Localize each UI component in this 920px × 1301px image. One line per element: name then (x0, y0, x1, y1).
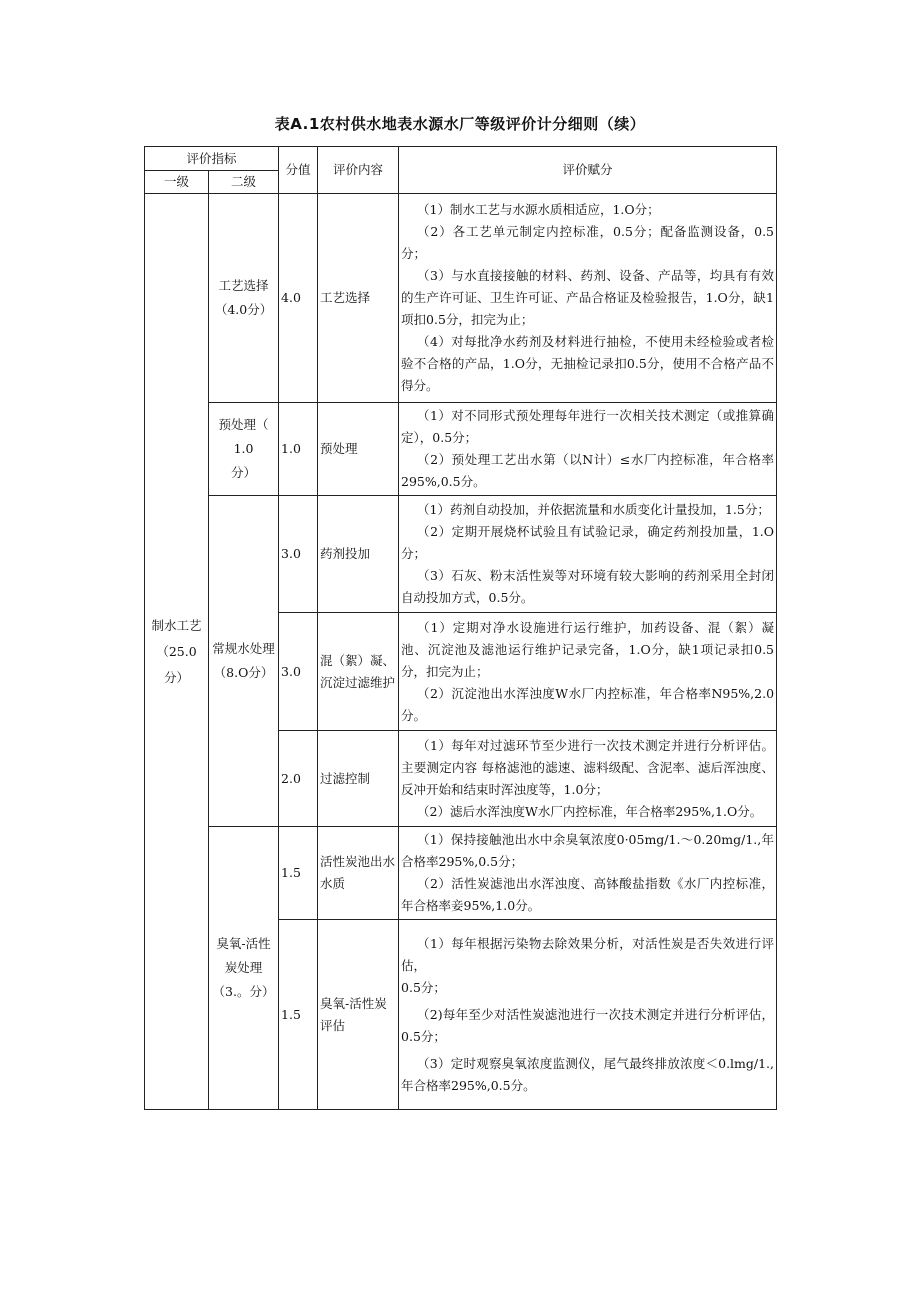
row-detail (399, 613, 777, 731)
group-points: （3.。分） (212, 984, 275, 999)
detail-item: （1）药剂自动投加，并依据流量和水质变化计量投加，1.5分； (417, 502, 770, 517)
header-content: 评价内容 (318, 147, 399, 194)
detail-item: （1）制水工艺与水源水质相适应，1.O分； (417, 202, 660, 217)
row-detail (399, 194, 777, 403)
group-conventional-treatment (209, 496, 279, 827)
row-content: 活性炭池出水水质 (318, 827, 399, 920)
detail-item: （3）定时观察臭氧浓度监测仪，尾气最终排放浓度＜0.lmg/1.,年合格率295%,0.5分。 (401, 1055, 775, 1093)
detail-item: （1）定期对净水设施进行运行维护，加药设备、混（絮）凝池、沉淀池及滤池运行维护记录完备，1.O分，缺1项记录扣0.5分，扣完为止； (401, 619, 775, 679)
row-content: 药剂投加 (318, 496, 399, 613)
row-score: 4.0 (279, 194, 318, 403)
detail-item: （1）保持接触池出水中余臭氧浓度0·05mg/1.～0.20mg/1.,年合格率295%,0.5分； (401, 832, 775, 869)
level1-points-close: 分） (163, 669, 189, 685)
row-detail (399, 496, 777, 613)
group-points: （8.O分） (213, 665, 274, 680)
group-points: （4.0分） (214, 302, 273, 317)
scoring-table (144, 146, 777, 1110)
detail-item: （2）沉淀池出水浑浊度W水厂内控标准，年合格率N95%,2.0分。 (401, 685, 775, 723)
row-detail (399, 403, 777, 496)
detail-item: （2）定期开展烧杯试验且有试验记录，确定药剂投加量，1.O分； (401, 524, 775, 561)
detail-item: （4）对每批净水药剂及材料进行抽检，不使用未经检验或者检验不合格的产品，1.O分，无抽检记录扣0.5分，使用不合格产品不得分。 (401, 334, 775, 393)
row-score: 3.0 (279, 613, 318, 731)
header-level1: 一级 (145, 171, 209, 194)
row-detail (399, 827, 777, 920)
table-title: 表A.1农村供水地表水源水厂等级评价计分细则（续） (274, 115, 646, 133)
row-content: 臭氧-活性炭评估 (318, 920, 399, 1110)
row-detail (399, 920, 777, 1110)
detail-item: （3）与水直接接触的材料、药剂、设备、产品等，均具有有效的生产许可证、卫生许可证、产品合格证及检验报告，1.O分，缺1项扣0.5分，扣完为止； (401, 268, 775, 327)
group-name: 臭氧-活性 (216, 936, 271, 951)
group-points-close: 分） (231, 465, 257, 480)
detail-item: （2）活性炭滤池出水浑浊度、高钵酸盐指数《水厂内控标准，年合格率妾95%,1.0分。 (401, 876, 775, 913)
group-pretreatment (209, 403, 279, 496)
detail-item: （2）预处理工艺出水第（以N计）≤水厂内控标准，年合格率295%,0.5分。 (401, 452, 775, 489)
row-detail (399, 731, 777, 827)
group-name: 常规水处理 (212, 641, 275, 656)
detail-item: （2)每年至少对活性炭滤池进行一次技术测定并进行分析评估，0.5分； (401, 1006, 775, 1044)
row-content: 过滤控制 (318, 731, 399, 827)
detail-item: （2）各工艺单元制定内控标准，0.5分；配备监测设备，0.5分； (401, 224, 775, 261)
row-score: 3.0 (279, 496, 318, 613)
row-score: 1.5 (279, 920, 318, 1110)
level1-cell (145, 194, 209, 1110)
row-score: 1.0 (279, 403, 318, 496)
row-content: 预处理 (318, 403, 399, 496)
detail-item: （3）石灰、粉末活性炭等对环境有较大影响的药剂采用全封闭自动投加方式，0.5分。 (401, 568, 775, 605)
group-points: 1.0 (233, 441, 254, 456)
header-rating: 评价赋分 (399, 147, 777, 194)
level1-points-open: （25.0 (156, 643, 197, 659)
detail-item: （1）每年根据污染物去除效果分析，对活性炭是否失效进行评估， (401, 935, 775, 973)
group-name: 工艺选择 (218, 278, 269, 293)
group-process-selection (209, 194, 279, 403)
header-score: 分值 (279, 147, 318, 194)
group-name-cont: 炭处理 (224, 960, 263, 975)
header-level2: 二级 (209, 171, 279, 194)
detail-item: （2）滤后水浑浊度W水厂内控标准，年合格率295%,1.O分。 (417, 803, 763, 819)
detail-item: 0.5分； (401, 979, 446, 995)
detail-item: （1）每年对过滤环节至少进行一次技术测定并进行分析评估。主要测定内容 每格滤池的滤速、滤料级配、含泥率、滤后浑浊度、反冲开始和结束时浑浊度等，1.0分； (401, 737, 775, 797)
group-ozone-carbon (209, 827, 279, 1110)
row-score: 2.0 (279, 731, 318, 827)
header-indicator: 评价指标 (145, 147, 279, 171)
row-score: 1.5 (279, 827, 318, 920)
group-name: 预处理（ (218, 417, 269, 432)
row-content: 工艺选择 (318, 194, 399, 403)
detail-item: （1）对不同形式预处理每年进行一次相关技术测定（或推算确定），0.5分； (401, 408, 775, 445)
level1-name: 制水工艺 (151, 617, 202, 633)
row-content: 混（絮）凝、沉淀过滤维护 (318, 613, 399, 731)
